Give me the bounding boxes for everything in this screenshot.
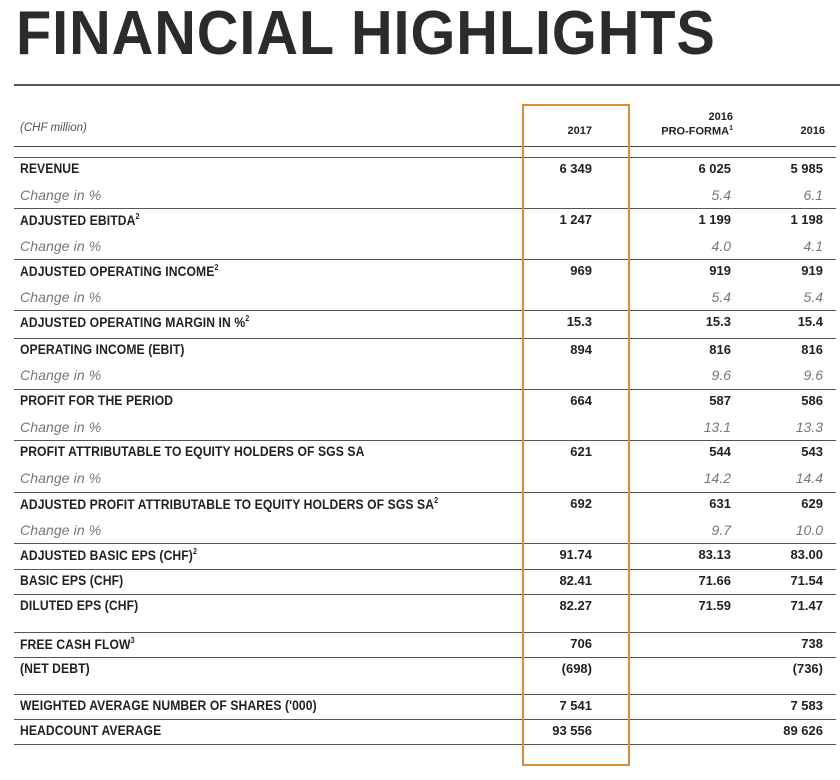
row-label-text: Change in % [20,187,102,203]
row-label-text: DILUTED EPS (CHF) [20,598,139,613]
row-label [20,723,161,738]
value-2017: 15.3 [566,314,592,329]
row-label [20,238,101,254]
row-label-text: FREE CASH FLOW [20,637,131,652]
table-row [14,338,836,364]
value-2016-pro-forma: 4.0 [711,238,731,254]
value-2016: 4.1 [803,238,823,254]
row-label-text: ADJUSTED EBITDA [20,213,136,228]
table-row [14,657,836,683]
value-2016-pro-forma: 83.13 [698,547,731,562]
row-label [20,342,185,357]
table-row [14,719,836,745]
row-label [20,367,101,383]
unit-label: (CHF million) [20,122,87,134]
value-2017: 7 541 [559,698,592,713]
title-divider [14,84,840,86]
pro-forma-label [661,123,733,138]
value-2016: 629 [801,496,823,511]
value-2017: 93 556 [552,723,592,738]
row-label-text: WEIGHTED AVERAGE NUMBER OF SHARES ('000) [20,698,317,713]
footnote-marker: 2 [192,547,198,556]
value-2016-pro-forma: 5.4 [711,187,731,203]
value-2016: 15.4 [797,314,823,329]
value-2016-pro-forma: 9.6 [711,367,731,383]
value-2016: 83.00 [790,547,823,562]
value-2017: 621 [570,444,592,459]
value-2017: 6 349 [559,161,592,176]
value-2016: (736) [792,661,823,676]
table-row [14,310,836,336]
footnote-marker: 2 [245,314,250,323]
value-2016-pro-forma: 15.3 [705,314,731,329]
value-2016: 919 [801,263,823,278]
value-2016: 586 [801,393,823,408]
pro-forma-footnote: 1 [729,125,733,132]
column-header-2016-pro-forma [661,111,733,138]
value-2017: (698) [561,661,592,676]
table-row [14,569,836,595]
change-row [14,518,836,544]
value-2016: 1 198 [790,212,823,227]
table-bottom-divider [14,744,836,745]
row-label [20,547,197,563]
value-2016-pro-forma: 6 025 [698,161,731,176]
value-2016-pro-forma: 5.4 [711,289,731,305]
row-label-text: Change in % [20,367,102,383]
row-label [20,393,173,408]
change-row [14,363,836,389]
row-label [20,161,79,176]
value-2016: 9.6 [803,367,823,383]
row-label-text: Change in % [20,238,102,254]
row-label [20,573,123,588]
value-2016: 738 [801,636,823,651]
value-2016-pro-forma: 587 [709,393,731,408]
value-2016-pro-forma: 9.7 [711,522,731,538]
value-2016-pro-forma: 816 [709,342,731,357]
value-2016-pro-forma: 919 [709,263,731,278]
header-divider [14,146,836,147]
value-2017: 91.74 [559,547,592,562]
row-label [20,444,364,459]
row-label-text: REVENUE [20,161,80,176]
row-label-text: Change in % [20,289,102,305]
column-header-2017-text: 2017 [567,125,592,137]
row-label-text: Change in % [20,522,102,538]
change-row [14,285,836,311]
row-label-text: PROFIT ATTRIBUTABLE TO EQUITY HOLDERS OF SGS SA [20,444,365,459]
row-label-text: ADJUSTED OPERATING MARGIN IN % [20,315,246,330]
row-label-text: ADJUSTED PROFIT ATTRIBUTABLE TO EQUITY HOLDERS OF SGS SA [20,497,435,512]
value-2016: 5 985 [790,161,823,176]
value-2016-pro-forma: 13.1 [703,419,731,435]
table-row [14,543,836,569]
change-row [14,415,836,441]
value-2017: 894 [570,342,592,357]
table-row [14,389,836,415]
row-label [20,419,101,435]
row-label [20,289,101,305]
value-2016: 816 [801,342,823,357]
value-2016: 71.47 [790,598,823,613]
row-label [20,187,101,203]
footnote-marker: 2 [214,263,219,272]
value-2016: 5.4 [803,289,823,305]
value-2016-pro-forma: 631 [709,496,731,511]
value-2017: 664 [570,393,592,408]
row-label [20,314,249,330]
footnote-marker: 2 [434,496,439,505]
table-row [14,492,836,518]
value-2016: 7 583 [790,698,823,713]
value-2016-pro-forma: 14.2 [703,470,731,486]
footnote-marker: 2 [135,212,140,221]
table-row [14,440,836,466]
pro-forma-label-text: PRO-FORMA [661,125,730,138]
row-label-text: BASIC EPS (CHF) [20,573,124,588]
pro-forma-year: 2016 [708,111,733,123]
footnote-marker: 3 [130,636,135,645]
value-2016-pro-forma: 1 199 [698,212,731,227]
column-header-2017 [568,125,592,137]
table-row [14,694,836,720]
value-2016: 89 626 [783,723,823,738]
row-label-text: (NET DEBT) [20,661,90,676]
value-2016: 543 [801,444,823,459]
row-label-text: Change in % [20,419,102,435]
row-label-text: OPERATING INCOME (EBIT) [20,342,185,357]
page-title: FINANCIAL HIGHLIGHTS [16,0,716,68]
row-label [20,661,90,676]
table-row [14,632,836,658]
row-label [20,212,140,228]
row-label-text: Change in % [20,470,102,486]
value-2016: 13.3 [795,419,823,435]
row-label [20,636,135,652]
value-2017: 969 [570,263,592,278]
row-label [20,496,438,512]
table-row [14,157,836,183]
row-label-text: HEADCOUNT AVERAGE [20,723,162,738]
value-2017: 82.27 [559,598,592,613]
row-label [20,698,317,713]
row-label [20,470,101,486]
value-2016: 71.54 [790,573,823,588]
row-label [20,263,219,279]
value-2016: 6.1 [803,187,823,203]
table-row [14,208,836,234]
table-row [14,594,836,620]
value-2017: 692 [570,496,592,511]
change-row [14,234,836,260]
row-label [20,598,138,613]
row-label-text: PROFIT FOR THE PERIOD [20,393,174,408]
value-2017: 82.41 [559,573,592,588]
value-2016-pro-forma: 71.66 [698,573,731,588]
row-label [20,522,101,538]
value-2016-pro-forma: 71.59 [698,598,731,613]
value-2016: 14.4 [795,470,823,486]
value-2017: 1 247 [559,212,592,227]
value-2016-pro-forma: 544 [709,444,731,459]
column-header-2016-text: 2016 [800,125,825,137]
row-label-text: ADJUSTED OPERATING INCOME [20,264,215,279]
value-2017: 706 [570,636,592,651]
column-header-2016 [801,125,825,137]
change-row [14,183,836,209]
row-label-text: ADJUSTED BASIC EPS (CHF) [20,548,193,563]
change-row [14,466,836,492]
table-row [14,259,836,285]
value-2016: 10.0 [795,522,823,538]
